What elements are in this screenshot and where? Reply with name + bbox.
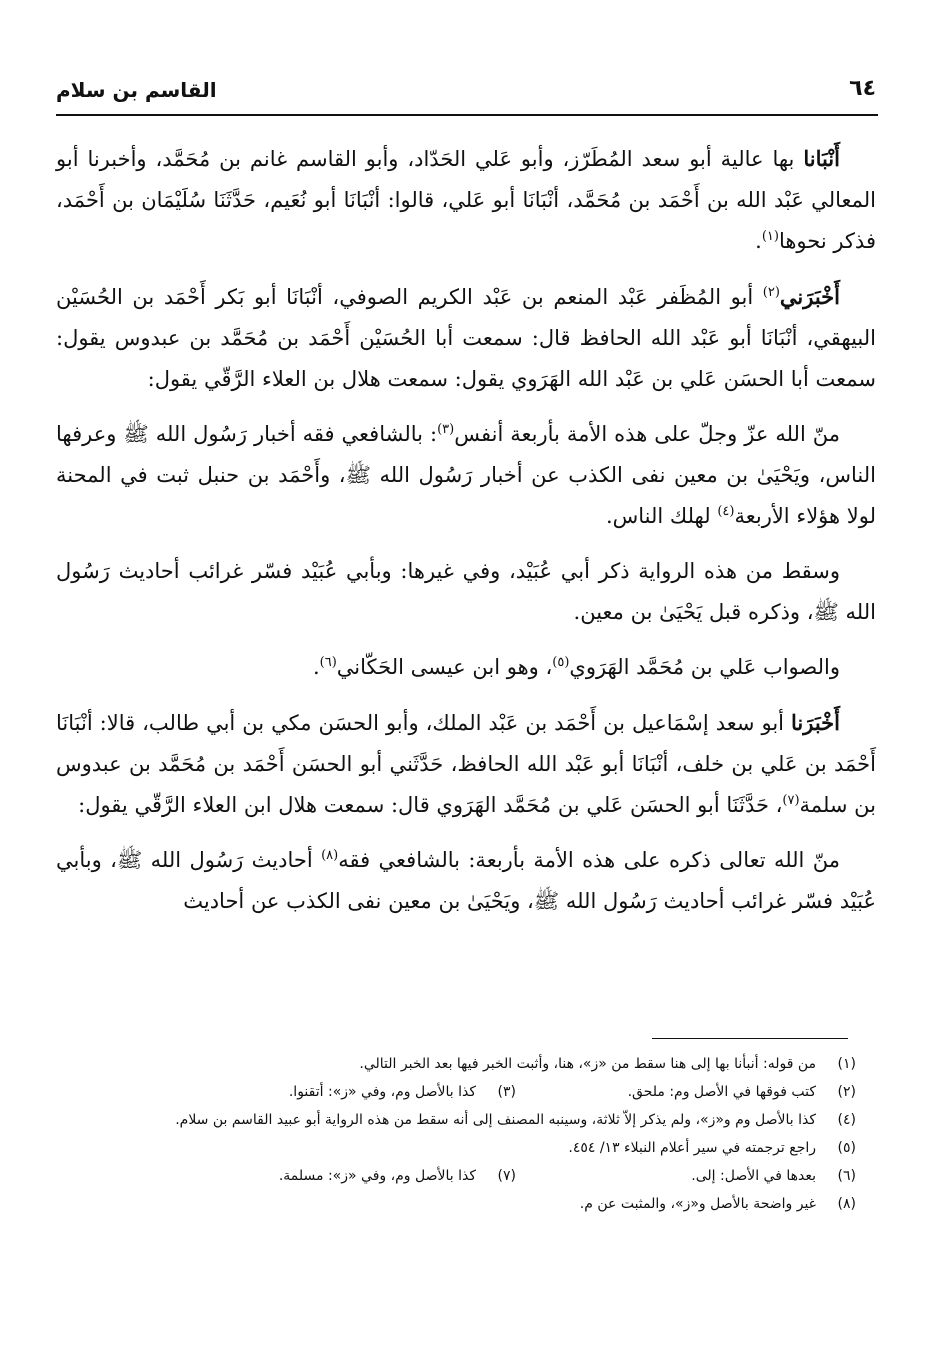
footnote-mark: (٢) (762, 285, 780, 300)
paragraph-text: منّ الله عزّ وجلّ على هذه الأمة بأربعة أنفس (454, 422, 840, 446)
footnote-pair (56, 1078, 856, 1106)
footnote-number: (٨) (837, 1196, 856, 1212)
paragraph-5 (56, 647, 876, 688)
footnote (56, 1190, 856, 1218)
paragraph-tail: ، حَدَّثَنَا أبو الحسَن عَلي بن مُحَمَّد الهَرَوي قال: سمعت هلال ابن العلاء الرَّقّي يقول: (78, 793, 783, 817)
footnote (176, 1162, 516, 1190)
paragraph-text: وسقط من هذه الرواية ذكر أبي عُبَيْد، وفي غيرها: وبأبي عُبَيْد فسّر غرائب أحاديث رَسُول الله ﷺ، وذكره قبل يَحْيَىٰ بن معين. (56, 559, 876, 624)
footnote-number: (٢) (837, 1084, 856, 1100)
footnote-mark: (٦) (319, 655, 337, 670)
paragraph-text: والصواب عَلي بن مُحَمَّد الهَرَوي (569, 655, 840, 679)
footnote (516, 1162, 856, 1190)
running-title: القاسم بن سلام (56, 78, 217, 102)
footnote (56, 1050, 856, 1078)
paragraph-text: منّ الله تعالى ذكره على هذه الأمة بأربعة: بالشافعي فقه (338, 848, 840, 872)
footnote-text: راجع ترجمته في سير أعلام النبلاء ١٣/ ٤٥٤. (568, 1140, 816, 1156)
paragraph-tail: : بالشافعي فقه أخبار رَسُول الله ﷺ وعرفها الناس، ويَحْيَىٰ بن معين نفى الكذب عن أخبار رَسُول الله ﷺ، وأَحْمَد بن حنبل ثبت في المحنة لولا هؤلاء الأربعة (56, 422, 876, 528)
paragraph-tail: . (312, 655, 320, 679)
paragraph-text: أبو سعد إسْمَاعيل بن أَحْمَد بن عَبْد الملك، وأبو الحسَن مكي بن أبي طالب، قالا: أنْبَانَا أَحْمَد بن عَلي بن خلف، أنْبَانَا أبو عَبْد الله الحافظ، حَدَّثَني أبو الحسَن أَحْمَد بن مُحَمَّد بن عبدوس بن سلمة (56, 711, 876, 817)
footnote-mark: (١) (761, 229, 779, 244)
footnote-mark: (٥) (552, 655, 570, 670)
paragraph-tail: . (755, 229, 762, 253)
footnote-text: بعدها في الأصل: إلى. (691, 1168, 816, 1184)
footnote-text: كذا بالأصل وم، وفي «ز»: أتقنوا. (288, 1084, 476, 1100)
paragraph-text: بها عالية أبو سعد المُطَرّز، وأبو عَلي الحَدّاد، وأبو القاسم غانم بن مُحَمَّد، وأخبرنا أبو المعالي عَبْد الله بن أَحْمَد بن مُحَمَّد، أنْبَانَا أبو عَلي، قالوا: أنْبَانَا أبو نُعَيم، حَدَّثَنَا سُلَيْمَان بن أَحْمَد، فذكر نحوها (56, 147, 876, 253)
footnote-number: (٣) (497, 1084, 516, 1100)
lead-word: أَخْبَرَني (779, 284, 840, 309)
footnote-mark: (٣) (437, 422, 455, 437)
footnote-mark: (٧) (782, 793, 800, 808)
paragraph-tail: أحاديث رَسُول الله ﷺ، وبأبي عُبَيْد فسّر غرائب أحاديث رَسُول الله ﷺ، ويَحْيَىٰ بن معين نفى الكذب عن أحاديث (56, 848, 876, 913)
footnote-text: كتب فوقها في الأصل وم: ملحق. (627, 1084, 816, 1100)
footnote (56, 1134, 856, 1162)
paragraph-tail: ، وهو ابن عيسى الحَكّاني (336, 655, 553, 679)
footnote-pair (56, 1162, 856, 1190)
footnote-mark: (٨) (321, 848, 339, 863)
paragraph-6 (56, 702, 876, 826)
paragraph-text: أبو المُظَفر عَبْد المنعم بن عَبْد الكريم الصوفي، أنْبَانَا أبو بَكر أَحْمَد بن الحُسَيْن البيهقي، أنْبَانَا أبو عَبْد الله الحافظ قال: سمعت أبا الحُسَيْن أَحْمَد بن مُحَمَّد بن عبدوس يقول: سمعت أبا الحسَن عَلي بن عَبْد الله الهَرَوي يقول: سمعت هلال بن العلاء الرَّقّي يقول: (56, 285, 876, 391)
paragraph-tail: لهلك الناس. (605, 504, 718, 528)
footnote-text: كذا بالأصل وم، وفي «ز»: مسلمة. (278, 1168, 476, 1184)
footnote-number: (١) (837, 1056, 856, 1072)
footnote-text: من قوله: أنبأنا بها إلى هنا سقط من «ز»، هنا، وأثبت الخبر فيها بعد الخبر التالي. (359, 1056, 816, 1072)
footnote (176, 1078, 516, 1106)
footnote-number: (٥) (837, 1140, 856, 1156)
footnote-mark: (٤) (717, 504, 735, 519)
paragraph-4 (56, 551, 876, 633)
footnotes (56, 1050, 856, 1218)
footnote (56, 1106, 856, 1134)
footnote (516, 1078, 856, 1106)
page-number: ٦٤ (849, 76, 876, 101)
header-rule (56, 114, 878, 116)
lead-word: أَخْبَرَنا (791, 710, 840, 735)
paragraph-2 (56, 276, 876, 400)
footnote-number: (٦) (837, 1168, 856, 1184)
footnote-number: (٤) (837, 1112, 856, 1128)
footnote-number: (٧) (497, 1168, 516, 1184)
paragraph-7 (56, 840, 876, 922)
footnote-text: كذا بالأصل وم و«ز»، ولم يذكر إلاّ ثلاثة، وسينبه المصنف إلى أنه سقط من هذه الرواية أبو عبيد القاسم بن سلام. (175, 1112, 816, 1128)
paragraph-3 (56, 414, 876, 537)
paragraph-1 (56, 138, 876, 262)
main-text (56, 138, 876, 936)
lead-word: أَنْبَانا (803, 146, 840, 171)
page-header (56, 72, 876, 112)
footnote-text: غير واضحة بالأصل و«ز»، والمثبت عن م. (579, 1196, 816, 1212)
footnote-rule (652, 1038, 848, 1039)
